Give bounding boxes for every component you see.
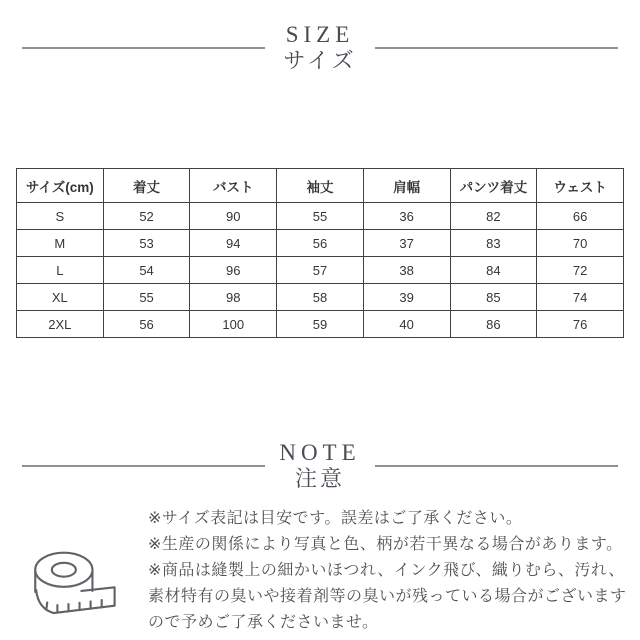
table-row — [17, 203, 624, 230]
note-line: ※商品は縫製上の細かいほつれ、インク飛び、織りむら、汚れ、 — [148, 562, 625, 579]
measurement-cell: 85 — [450, 284, 537, 311]
note-line: 素材特有の臭いや接着剤等の臭いが残っている場合がございます — [148, 588, 627, 605]
measurement-cell: 96 — [190, 257, 277, 284]
measurement-cell: 86 — [450, 311, 537, 338]
size-label-cell: S — [17, 203, 104, 230]
column-header: 着丈 — [103, 169, 190, 203]
measurement-cell: 53 — [103, 230, 190, 257]
measuring-tape-icon — [26, 540, 126, 634]
measurement-cell: 57 — [277, 257, 364, 284]
right-divider-line — [375, 465, 618, 467]
size-label-cell: M — [17, 230, 104, 257]
measurement-cell: 55 — [103, 284, 190, 311]
note-section-header — [0, 440, 640, 492]
measurement-cell: 70 — [537, 230, 624, 257]
right-divider-line — [375, 47, 618, 49]
notes-lines — [148, 506, 627, 636]
measurement-cell: 36 — [363, 203, 450, 230]
left-divider-line — [22, 465, 265, 467]
column-header: 袖丈 — [277, 169, 364, 203]
column-header: パンツ着丈 — [450, 169, 537, 203]
table-row — [17, 257, 624, 284]
size-label-cell: XL — [17, 284, 104, 311]
size-label-cell: L — [17, 257, 104, 284]
size-title-jp: サイズ — [283, 48, 357, 73]
measurement-cell: 55 — [277, 203, 364, 230]
size-table — [16, 168, 624, 338]
table-row — [17, 284, 624, 311]
size-label-cell: 2XL — [17, 311, 104, 338]
note-line: ※生産の関係により写真と色、柄が若干異なる場合があります。 — [148, 536, 623, 553]
note-line: ので予めご了承くださいませ。 — [148, 614, 379, 631]
size-table-header-row — [17, 169, 624, 203]
note-line: ※サイズ表記は目安です。誤差はご了承ください。 — [148, 510, 523, 527]
note-title-jp: 注意 — [294, 466, 345, 491]
measurement-cell: 37 — [363, 230, 450, 257]
column-header: サイズ(cm) — [17, 169, 104, 203]
column-header: 肩幅 — [363, 169, 450, 203]
measurement-cell: 54 — [103, 257, 190, 284]
column-header: ウェスト — [537, 169, 624, 203]
measurement-cell: 39 — [363, 284, 450, 311]
size-table-body — [17, 203, 624, 338]
measurement-cell: 38 — [363, 257, 450, 284]
measurement-cell: 94 — [190, 230, 277, 257]
measurement-cell: 84 — [450, 257, 537, 284]
measurement-cell: 98 — [190, 284, 277, 311]
notes-area — [0, 492, 640, 636]
measurement-cell: 66 — [537, 203, 624, 230]
left-divider-line — [22, 47, 265, 49]
measurement-cell: 74 — [537, 284, 624, 311]
measurement-cell: 90 — [190, 203, 277, 230]
measurement-cell: 58 — [277, 284, 364, 311]
size-table-head — [17, 169, 624, 203]
measurement-cell: 56 — [103, 311, 190, 338]
note-title-en: NOTE — [279, 440, 361, 465]
measurement-cell: 72 — [537, 257, 624, 284]
measurement-cell: 52 — [103, 203, 190, 230]
note-section-titles — [270, 440, 370, 492]
measurement-cell: 56 — [277, 230, 364, 257]
table-row — [17, 230, 624, 257]
size-section-titles — [270, 22, 370, 74]
column-header: バスト — [190, 169, 277, 203]
measurement-cell: 59 — [277, 311, 364, 338]
measurement-cell: 40 — [363, 311, 450, 338]
size-section-header — [0, 0, 640, 74]
measurement-cell: 82 — [450, 203, 537, 230]
table-row — [17, 311, 624, 338]
measurement-cell: 100 — [190, 311, 277, 338]
size-title-en: SIZE — [285, 22, 355, 47]
measurement-cell: 76 — [537, 311, 624, 338]
measurement-cell: 83 — [450, 230, 537, 257]
